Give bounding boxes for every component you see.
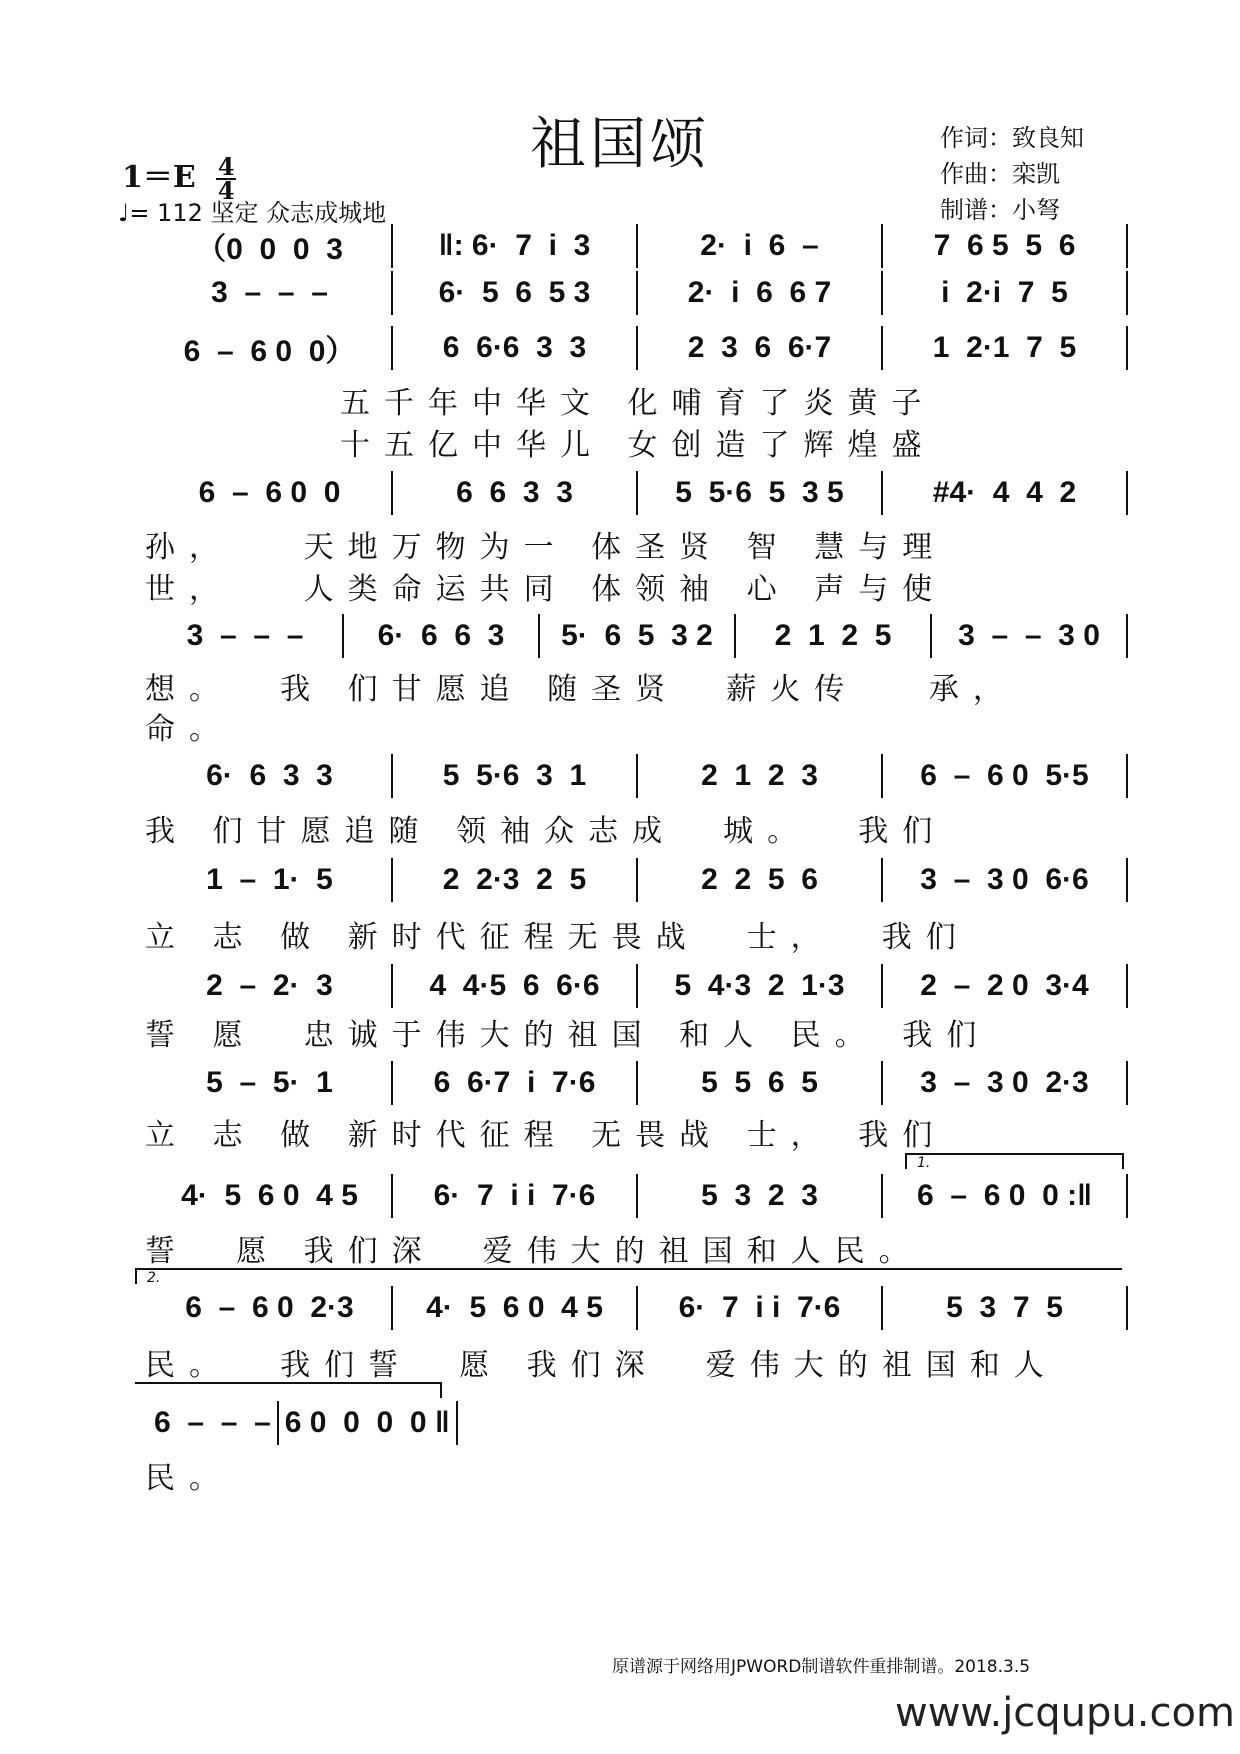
measure: 3 – – – [148,271,393,315]
measure: 5 5 6 5 [638,1061,883,1105]
measure: 1 – 1· 5 [148,858,393,902]
score-line [148,1403,448,1443]
score-line [148,1063,1128,1103]
measure: 6 6 3 3 [393,471,638,515]
measure: 2· i 6 – [638,224,883,268]
score-line [148,473,1128,513]
score-line [148,756,1128,796]
score-line [148,1288,1128,1328]
measure: 6· 7 i i 7·6 [638,1286,883,1330]
measure: 6 6·7 i 7·6 [393,1061,638,1105]
key-label: 1＝E [122,160,196,195]
measure: 2· i 6 6 7 [638,271,883,315]
measure: 6· 5 6 5 3 [393,271,638,315]
measure: 6 – 6 0 2·3 [148,1286,393,1330]
measure: 2 3 6 6·7 [638,326,883,370]
lyric-line: 民。 [145,1461,233,1496]
score-line [148,860,1128,900]
credits-block [940,120,1084,228]
lyric-line: 想。 我 们甘愿追 随圣贤 薪火传 承， [145,672,1017,707]
measure: 3 – – – [148,614,344,658]
lyric-line: 立 志 做 新时代征程无畏战 士， 我们 [145,920,970,955]
lyric-line: 世， 人类命运共同 体领袖 心 声与使 [145,572,947,607]
volta-number: 1. [917,1155,931,1171]
lyric-line: 誓 愿 忠诚于伟大的祖国 和人 民。 我们 [145,1018,991,1053]
lyric-line: 誓 愿 我们深 爱伟大的祖国和人民。 [145,1234,923,1269]
measure: 6 0 0 0 0 ‖ [279,1401,458,1445]
measure: 7 6 5 5 6 [883,224,1128,268]
measure: 4· 5 6 0 4 5 [148,1174,393,1218]
measure: 2 – 2 0 3·4 [883,964,1128,1008]
measure: 4· 5 6 0 4 5 [393,1286,638,1330]
measure: 2 2 5 6 [638,858,883,902]
measure: 6· 6 6 3 [344,614,540,658]
volta-number: 2. [147,1270,161,1286]
volta-bracket [905,1153,1124,1169]
measure: 3 – 3 0 6·6 [883,858,1128,902]
lyric-line: 孙， 天地万物为一 体圣贤 智 慧与理 [145,530,947,565]
ending-bracket [135,1382,442,1398]
score-line [148,328,1128,368]
volta-bracket [135,1268,1122,1284]
measure: i 2·i 7 5 [883,271,1128,315]
measure: 2 2·3 2 5 [393,858,638,902]
measure: 5 3 7 5 [883,1286,1128,1330]
measure: 6 – 6 0 0 [148,471,393,515]
measure: 5· 6 5 3 2 [540,614,736,658]
score-line [148,966,1128,1006]
measure: 4 4·5 6 6·6 [393,964,638,1008]
lyric-line: 十五亿中华儿 女创造了辉煌盛 [340,428,936,463]
source-note: 原谱源于网络用JPWORD制谱软件重排制谱。2018.3.5 [612,1657,1031,1677]
measure: 6 – 6 0 0） [148,326,393,370]
measure: 5 3 2 3 [638,1174,883,1218]
measure: 6 6·6 3 3 [393,326,638,370]
measure: ‖: 6· 7 i 3 [393,224,638,268]
score-line [148,616,1128,656]
measure: 2 – 2· 3 [148,964,393,1008]
measure: 2 1 2 5 [736,614,932,658]
measure: （0 0 0 3 [148,224,393,268]
time-signature-bottom: 4 [217,176,235,205]
measure: 3 – 3 0 2·3 [883,1061,1128,1105]
lyric-line: 命。 [145,712,233,747]
measure: 5 5·6 3 1 [393,754,638,798]
measure: 6 – 6 0 5·5 [883,754,1128,798]
lyricist-credit: 作词：致良知 [940,124,1084,152]
measure: 5 4·3 2 1·3 [638,964,883,1008]
measure: 2 1 2 3 [638,754,883,798]
composer-credit: 作曲：栾凯 [940,160,1060,188]
measure: 5 5·6 5 3 5 [638,471,883,515]
measure: 3 – – 3 0 [932,614,1128,658]
score-line [148,273,1128,313]
lyric-line: 我 们甘愿追随 领袖众志成 城。 我们 [145,814,947,849]
measure: 6 – 6 0 0 :‖ [883,1174,1128,1218]
measure: 6· 7 i i 7·6 [393,1174,638,1218]
score-line [148,226,1128,266]
arranger-credit: 制谱：小弩 [940,196,1060,224]
lyric-line: 立 志 做 新时代征程 无畏战 士， 我们 [145,1118,947,1153]
score-line [148,1176,1128,1216]
measure: #4· 4 4 2 [883,471,1128,515]
measure: 6 – – – [148,1401,279,1445]
time-signature-top: 4 [217,152,235,181]
lyric-line: 五千年中华文 化哺育了炎黄子 [340,386,936,421]
song-title: 祖国颂 [530,112,710,177]
measure: 6· 6 3 3 [148,754,393,798]
lyric-line: 民。 我们誓 愿 我们深 爱伟大的祖国和人 [145,1348,1058,1383]
measure: 1 2·1 7 5 [883,326,1128,370]
watermark-url: www.jcqupu.com [895,1690,1235,1736]
tempo-marking: ♩= 112 坚定 众志成城地 [118,199,387,227]
measure: 5 – 5· 1 [148,1061,393,1105]
